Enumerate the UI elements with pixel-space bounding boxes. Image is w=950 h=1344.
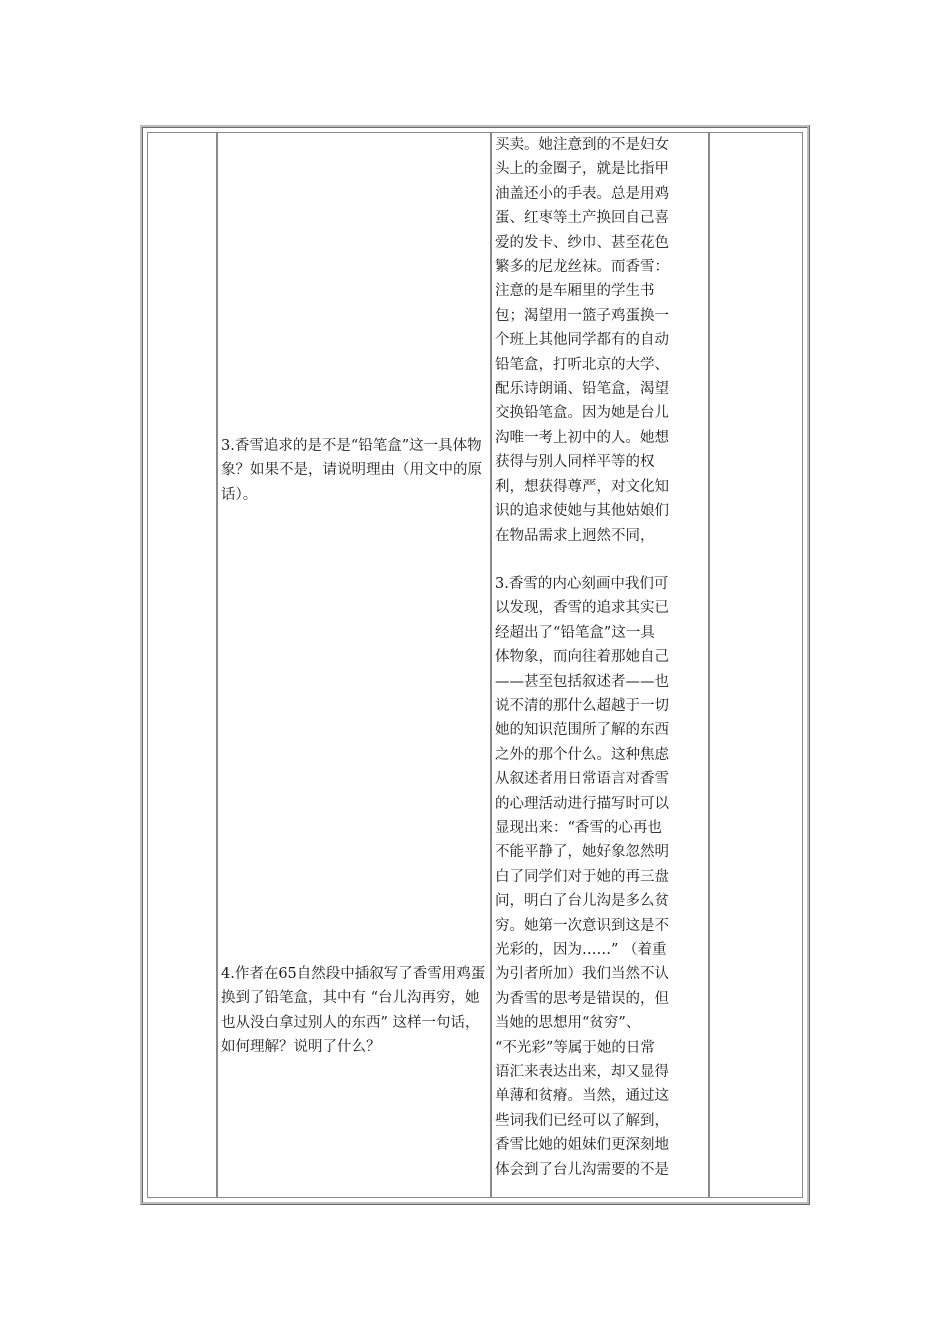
blank-column-right xyxy=(709,132,803,1198)
answer-2-continued: 买卖。她注意到的不是妇女 头上的金圈子，就是比指甲 油盖还小的手表。总是用鸡 蛋、红枣等土产换回自己喜 爱的发卡、纱巾、甚至花色 繁多的尼龙丝袜。而香雪： 注意的是车厢里的学生书 包；渴望用一篮子鸡蛋换一 个班上其他同学都有的自动 铅笔盒，打听北京的大学、 配乐诗朗诵、铅笔盒，渴望 交换铅笔盒。因为她是台儿 沟唯一考上初中的人。她想 获得与别人同样平等的权 利，想获得尊严，对文化知 识的追求使她与其他姑娘们 在物品需求上迥然不同， xyxy=(495,137,669,544)
question-4: 4.作者在65自然段中插叙写了香雪用鸡蛋换到了铅笔盒，其中有 “台儿沟再穷，她也从没白拿过别人的东西” 这样一句话，如何理解？说明了什么？ xyxy=(221,966,486,1056)
answer-3: 3.香雪的内心刻画中我们可 以发现，香雪的追求其实已 经超出了“铅笔盒”这一具 体物象，而向往着那她自己 ——甚至包括叙述者——也 说不清的那什么超越于一切 她的知识范围所了解的东西 之外的那个什么。这种焦虑 从叙述者用日常语言对香雪 的心理活动进行描写时可以 显现出来：“香雪的心再也 不能平静了，她好象忽然明 白了同学们对于她的再三盘 问，明白了台儿沟是多么贫 穷。她第一次意识到这是不 光彩的，因为……” （着重 为引者所加）我们当然不认 为香雪的思考是错误的，但 当她的思想用“贫穷”、 “不光彩”等属于她的日常 语汇来表达出来，却又显得 单薄和贫瘠。当然，通过这 些词我们已经可以了解到， 香雪比她的姐妹们更深刻地 体会到了台儿沟需要的不是 xyxy=(495,575,669,1178)
worksheet-table xyxy=(140,125,810,1205)
paragraph-gap xyxy=(495,548,707,572)
answer-text xyxy=(495,133,707,1182)
blank-column-left xyxy=(147,132,217,1198)
question-3: 3.香雪追求的是不是“铅笔盒”这一具体物象？如果不是，请说明理由（用文中的原话）。 xyxy=(221,438,482,503)
answer-column xyxy=(491,132,709,1198)
question-column xyxy=(217,132,491,1198)
